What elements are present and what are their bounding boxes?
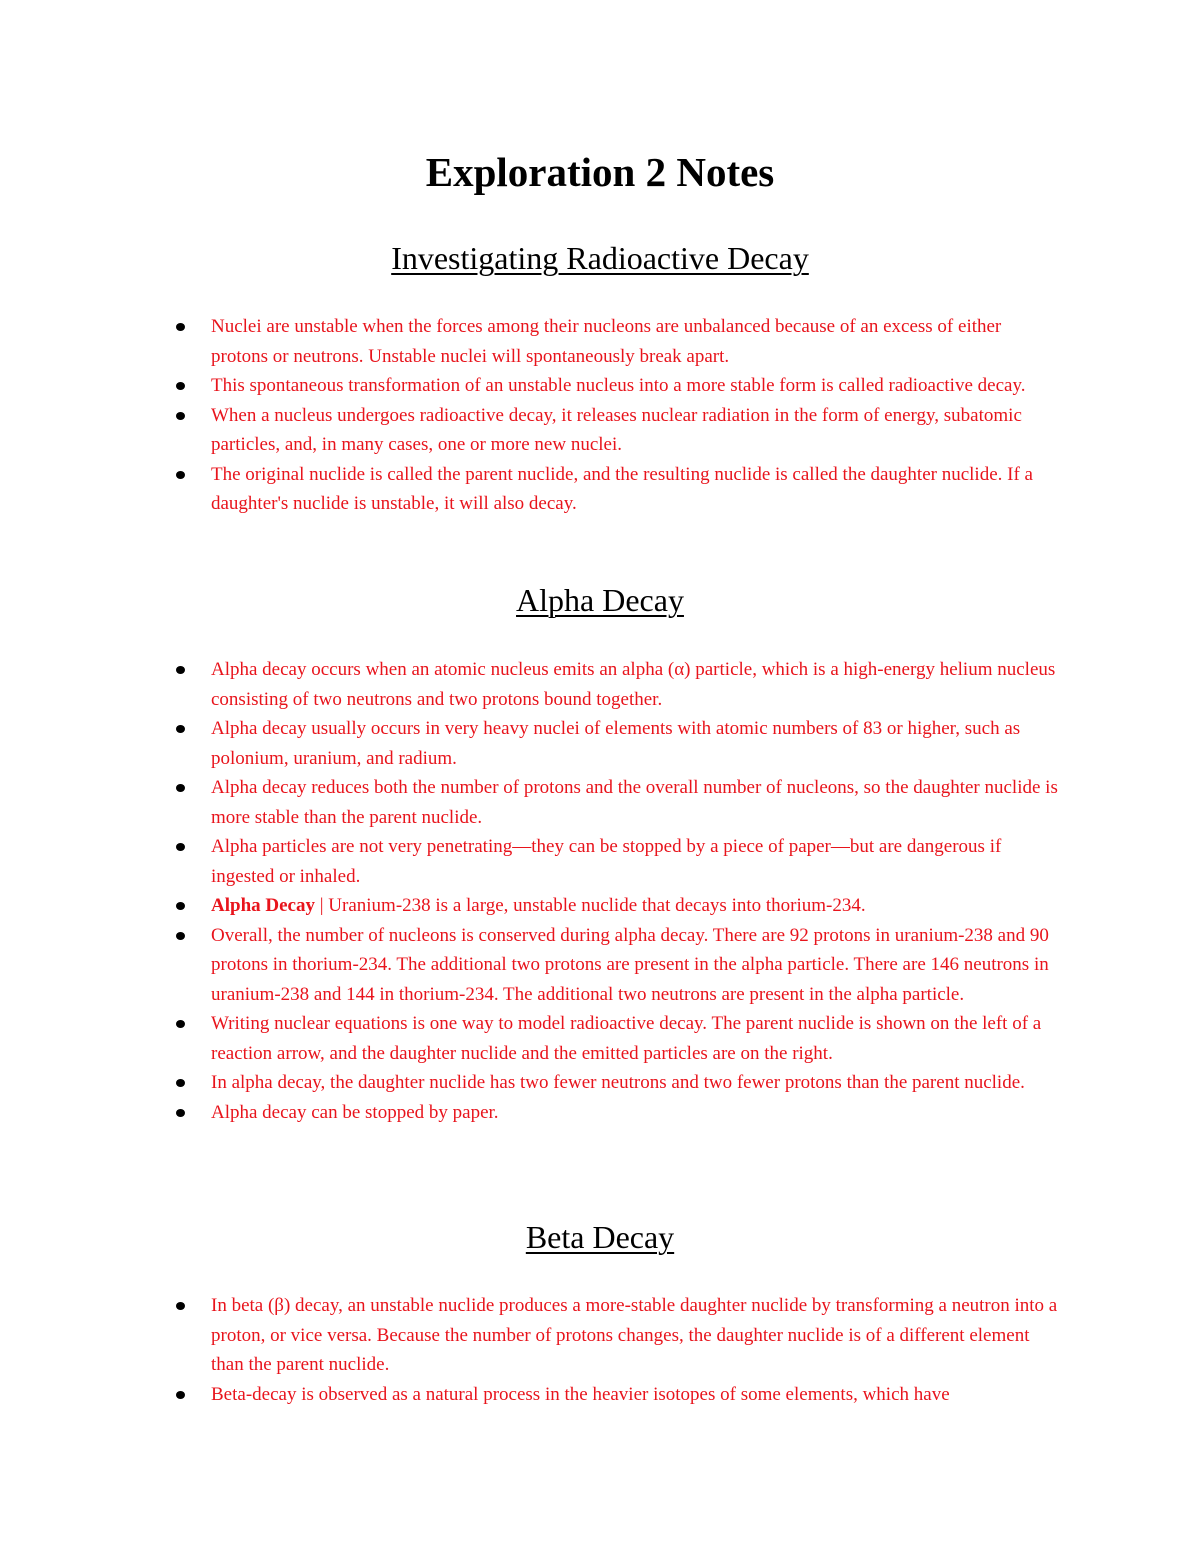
bullet-icon	[176, 1391, 185, 1399]
bullet-icon	[176, 1020, 185, 1028]
bullet-text: Alpha decay usually occurs in very heavy nuclei of elements with atomic numbers of 83 or higher, such as polonium, uranium, and radium.	[211, 718, 1021, 769]
bullet-icon	[176, 382, 185, 390]
bullet-text: In beta (β) decay, an unstable nuclide produces a more-stable daughter nuclide by transforming a neutron into a proton, or vice versa. Because the number of protons changes, the daughter nuclide is of a different element than the parent nuclide.	[211, 1295, 1058, 1375]
bullet-icon	[176, 932, 185, 940]
bullet-text: In alpha decay, the daughter nuclide has two fewer neutrons and two fewer protons than the parent nuclide.	[211, 1072, 1025, 1093]
list-item	[0, 1009, 1061, 1068]
list-item	[0, 832, 1061, 891]
bullet-icon	[176, 323, 185, 331]
list-item	[0, 773, 1061, 832]
bullet-icon	[176, 412, 185, 420]
bullet-text: Overall, the number of nucleons is conserved during alpha decay. There are 92 protons in uranium-238 and 90 protons in thorium-234. The additional two protons are present in the alpha particle. There are 146 neutrons in uranium-238 and 144 in thorium-234. The additional two neutrons are present in the alpha particle.	[211, 924, 1049, 1005]
bullet-icon	[176, 666, 185, 674]
section-heading-alpha-decay: Alpha Decay	[516, 582, 684, 618]
bullet-text: Alpha decay reduces both the number of protons and the overall number of nucleons, so the daughter nuclide is more stable than the parent nuclide.	[211, 777, 1058, 828]
section-heading-beta-decay: Beta Decay	[525, 1219, 675, 1255]
list-item	[0, 1291, 1061, 1380]
list-item	[0, 1068, 1061, 1098]
bullet-list-beta-decay	[0, 1291, 1200, 1409]
bullet-icon	[176, 1079, 185, 1087]
list-item	[0, 401, 1061, 460]
list-item	[0, 1098, 1061, 1128]
list-item	[0, 655, 1061, 714]
bullet-text: Alpha decay occurs when an atomic nucleus emits an alpha (α) particle, which is a high-energy helium nucleus consisting of two neutrons and two protons bound together.	[211, 659, 1056, 710]
bullet-text: When a nucleus undergoes radioactive decay, it releases nuclear radiation in the form of energy, subatomic particles, and, in many cases, one or more new nuclei.	[211, 404, 1022, 455]
list-item	[0, 1380, 1061, 1410]
bullet-text: Nuclei are unstable when the forces among their nucleons are unbalanced because of an excess of either protons or neutrons. Unstable nuclei will spontaneously break apart.	[211, 316, 1002, 367]
bullet-icon	[176, 843, 185, 851]
bullet-text: Writing nuclear equations is one way to model radioactive decay. The parent nuclide is shown on the left of a reaction arrow, and the daughter nuclide and the emitted particles are on the right.	[211, 1013, 1042, 1064]
bullet-text: Beta-decay is observed as a natural process in the heavier isotopes of some elements, which have	[211, 1383, 950, 1405]
document-title: Exploration 2 Notes	[425, 149, 775, 195]
bullet-icon	[176, 471, 185, 479]
bullet-icon	[176, 725, 185, 733]
list-item	[0, 312, 1061, 371]
bullet-text: Alpha decay can be stopped by paper.	[211, 1101, 499, 1123]
section-heading-radioactive-decay: Investigating Radioactive Decay	[391, 240, 809, 276]
list-item	[0, 921, 1061, 1010]
bullet-icon	[176, 1109, 185, 1117]
bullet-strong-label: Alpha Decay	[211, 895, 315, 916]
bullet-text: Alpha particles are not very penetrating—they can be stopped by a piece of paper—but are dangerous if ingested or inhaled.	[211, 836, 1002, 887]
list-item	[0, 371, 1061, 401]
list-item	[0, 891, 1061, 921]
bullet-list-radioactive-decay	[0, 312, 1200, 519]
bullet-icon	[176, 784, 185, 792]
bullet-text: | Uranium-238 is a large, unstable nuclide that decays into thorium-234.	[314, 895, 866, 916]
list-item	[0, 714, 1061, 773]
bullet-icon	[176, 1302, 185, 1310]
bullet-text: The original nuclide is called the parent nuclide, and the resulting nuclide is called the daughter nuclide. If a daughter's nuclide is unstable, it will also decay.	[211, 463, 1033, 514]
bullet-icon	[176, 902, 185, 910]
list-item	[0, 460, 1061, 519]
bullet-text: This spontaneous transformation of an unstable nucleus into a more stable form is called radioactive decay.	[211, 375, 1026, 396]
bullet-list-alpha-decay	[0, 655, 1200, 1127]
